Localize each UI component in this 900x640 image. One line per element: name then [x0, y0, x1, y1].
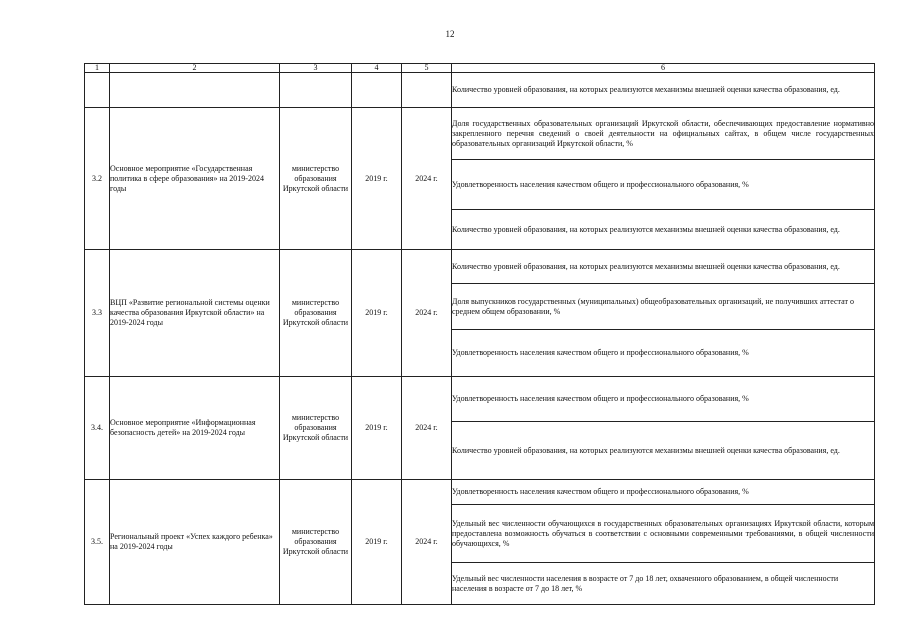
table-header-row: [85, 64, 875, 73]
indicator-cell: Удовлетворенность населения качеством общего и профессионального образования, %: [452, 330, 875, 377]
indicator-cell: Доля государственных образовательных организаций Иркутской области, обеспечивающих предоставление нормативно закрепленного перечня сведений о своей деятельности на официальных сайтах, в общем числе государственных образовательных организаций Иркутской области, %: [452, 108, 875, 160]
empty-cell: [402, 73, 452, 108]
row-number: 3.3: [85, 250, 110, 377]
empty-cell: [352, 73, 402, 108]
table-row: [85, 480, 875, 505]
indicator-cell: Количество уровней образования, на которых реализуются механизмы внешней оценки качества образования, ед.: [452, 73, 875, 108]
end-year: 2024 г.: [402, 250, 452, 377]
executor-cell: министерство образования Иркутской области: [280, 108, 352, 250]
end-year: 2024 г.: [402, 377, 452, 480]
indicator-cell: Удельный вес численности обучающихся в государственных образовательных организациях Иркутской области, которым предоставлена возможность обучаться в соответствии с основными современными требованиями, в общей численности обучающихся, %: [452, 505, 875, 563]
column-header: 3: [280, 64, 352, 73]
table-row: [85, 73, 875, 108]
indicator-cell: Доля выпускников государственных (муниципальных) общеобразовательных организаций, не получивших аттестат о среднем общем образовании, %: [452, 284, 875, 330]
program-table: [84, 63, 875, 605]
indicator-cell: Количество уровней образования, на которых реализуются механизмы внешней оценки качества образования, ед.: [452, 250, 875, 284]
indicator-cell: Удовлетворенность населения качеством общего и профессионального образования, %: [452, 377, 875, 422]
empty-cell: [110, 73, 280, 108]
executor-cell: министерство образования Иркутской области: [280, 250, 352, 377]
end-year: 2024 г.: [402, 108, 452, 250]
start-year: 2019 г.: [352, 250, 402, 377]
executor-cell: министерство образования Иркутской области: [280, 377, 352, 480]
measure-title: Региональный проект «Успех каждого ребенка» на 2019-2024 годы: [110, 480, 280, 605]
executor-cell: министерство образования Иркутской области: [280, 480, 352, 605]
measure-title: Основное мероприятие «Информационная безопасность детей» на 2019-2024 годы: [110, 377, 280, 480]
start-year: 2019 г.: [352, 108, 402, 250]
column-header: 4: [352, 64, 402, 73]
column-header: 2: [110, 64, 280, 73]
start-year: 2019 г.: [352, 480, 402, 605]
column-header: 6: [452, 64, 875, 73]
indicator-cell: Количество уровней образования, на которых реализуются механизмы внешней оценки качества образования, ед.: [452, 422, 875, 480]
row-number: 3.4.: [85, 377, 110, 480]
table-row: [85, 108, 875, 160]
end-year: 2024 г.: [402, 480, 452, 605]
measure-title: ВЦП «Развитие региональной системы оценки качества образования Иркутской области» на 2019-2024 годы: [110, 250, 280, 377]
page-number: 12: [445, 29, 455, 39]
start-year: 2019 г.: [352, 377, 402, 480]
measure-title: Основное мероприятие «Государственная политика в сфере образования» на 2019-2024 годы: [110, 108, 280, 250]
column-header: 1: [85, 64, 110, 73]
row-number: 3.5.: [85, 480, 110, 605]
row-number: 3.2: [85, 108, 110, 250]
empty-cell: [280, 73, 352, 108]
empty-cell: [85, 73, 110, 108]
column-header: 5: [402, 64, 452, 73]
table-row: [85, 377, 875, 422]
indicator-cell: Количество уровней образования, на которых реализуются механизмы внешней оценки качества образования, ед.: [452, 210, 875, 250]
indicator-cell: Удельный вес численности населения в возрасте от 7 до 18 лет, охваченного образованием, в общей численности населения в возрасте от 7 до 18 лет, %: [452, 563, 875, 605]
table-row: [85, 250, 875, 284]
indicator-cell: Удовлетворенность населения качеством общего и профессионального образования, %: [452, 480, 875, 505]
indicator-cell: Удовлетворенность населения качеством общего и профессионального образования, %: [452, 160, 875, 210]
